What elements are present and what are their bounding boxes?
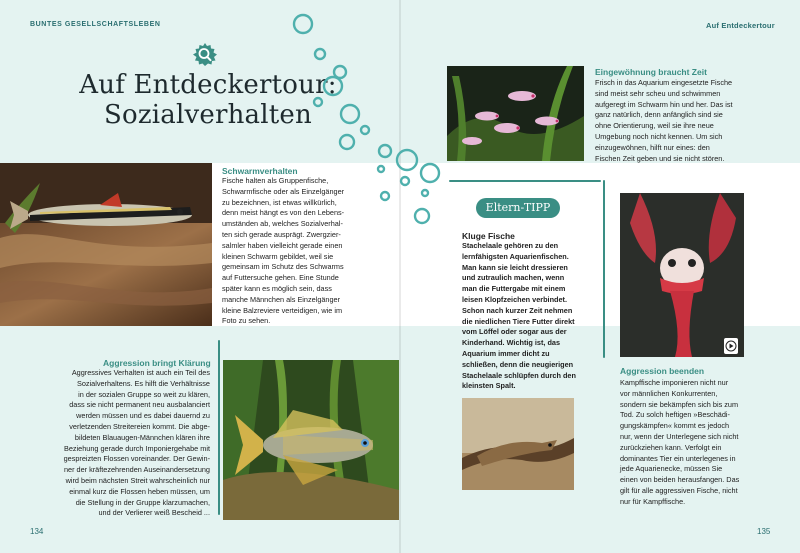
text-line: und zutraulich machen, wenn: [462, 273, 565, 283]
text-line: und der Verlierer weiß Bescheid ...: [98, 508, 210, 518]
text-line: Fischen Zeit geben und sie nicht stören.: [595, 153, 725, 163]
text-line: zurückziehen kann. Verfolgt ein: [620, 442, 722, 452]
text-line: dass sie nicht permanent neu ausbalanciert: [69, 400, 210, 410]
text-line: gespreizten Flossen voreinander. Der Gewin-: [63, 454, 210, 464]
text-line: Stachelaale gehören zu den: [462, 241, 559, 250]
text-line: schließen, denn die neugierigen: [462, 359, 574, 369]
section-text-schwarmverhalten: [222, 176, 392, 327]
tipp-frame-top: [449, 180, 601, 182]
running-head-left: BUNTES GESELLSCHAFTSLEBEN: [30, 21, 161, 28]
text-line: ohne Orientierung, weil sie ihre neue: [595, 121, 714, 131]
text-line: denn meist hängt es von den Lebens-: [222, 208, 345, 218]
text-line: kleine Balzreviere verteidigen, wie im: [222, 305, 343, 315]
text-line: später kann es möglich sein, dass: [222, 283, 332, 293]
text-line: ten sich gerade ausprägt. Zwergzier-: [222, 229, 341, 239]
title-line-1: Auf Entdeckertour:: [79, 70, 337, 100]
text-line: Sozialverhaltens. Es hilft die Verhältnisse: [76, 378, 210, 388]
text-line: ner der kräftezehrenden Auseinandersetzung: [63, 465, 210, 475]
text-line: ganz natürlich, denn anfänglich sind sie: [595, 110, 723, 120]
text-line: einmal kurz die Flossen heben müssen, um: [69, 486, 210, 496]
text-line: jede Aquarienecke, müssen Sie: [620, 464, 723, 474]
text-line: in der sozialen Gruppe so weit zu klären,: [78, 389, 210, 399]
text-line: man die Futtergabe mit einem: [462, 284, 566, 294]
section-text-eingewoehnung: [595, 78, 780, 164]
text-line: Foto zu sehen.: [222, 316, 271, 326]
text-line: werden müssen und es dabei dauernd zu: [76, 411, 210, 421]
text-line: Man kann sie leicht dressieren: [462, 262, 568, 272]
text-line: einzugewöhnen, hilft nur eines: den: [595, 142, 710, 152]
text-line: Kampffische imponieren nicht nur: [620, 378, 729, 387]
text-line: gemeinsam im Schutz des Schwarms: [222, 262, 344, 272]
photo-betta: [620, 193, 744, 357]
text-line: nur, wenn der Unterlegene sich nicht: [620, 431, 739, 441]
text-line: die niedlichen Tiere Futter direkt: [462, 316, 575, 326]
text-line: Kinderhand. Wichtig ist, das: [462, 338, 561, 348]
photo-blue-eyes: [223, 360, 399, 520]
text-line: sind meist sehr scheu und schwimmen: [595, 88, 721, 98]
section-heading-aggression: Aggression bringt Klärung: [103, 358, 211, 368]
text-line: sondern sie bekämpfen sich bis zum: [620, 399, 739, 409]
running-head-right: Auf Entdeckertour: [706, 21, 775, 30]
section-heading-aggression-beenden: Aggression beenden: [620, 366, 705, 376]
tipp-heading: Kluge Fische: [462, 231, 515, 241]
magnifier-icon: [192, 42, 218, 68]
title-line-2: Sozialverhalten: [104, 100, 312, 130]
text-line: Beziehung gerade durch Imponiergehabe mit: [63, 443, 210, 453]
play-icon: [725, 340, 737, 352]
section-text-aggression-beenden: [620, 378, 780, 508]
text-line: gungskämpfen« kommt es jedoch: [620, 421, 730, 431]
text-line: manche Männchen als Einzelgänger: [222, 294, 341, 304]
text-line: salmler haben vielleicht gerade einen: [222, 240, 343, 250]
text-line: umständen ab, welches Sozialverhal-: [222, 219, 343, 229]
text-line: Frisch in das Aquarium eingesetzte Fische: [595, 78, 733, 87]
page-number-right: 135: [757, 527, 771, 536]
text-line: Tod. Zu solch heftigen »Beschädi-: [620, 410, 730, 420]
text-line: aufgeregt im Schwarm hin und her. Das ist: [595, 99, 733, 109]
text-line: Schon nach kurzer Zeit nehmen: [462, 305, 573, 315]
text-line: verletzenden Streitereien kommt. Die abge-: [69, 421, 210, 431]
photo-spiny-eel: [462, 398, 574, 490]
text-line: einen von beiden herausfangen. Das: [620, 475, 740, 485]
text-line: kleinen Schwarm gebildet, weil sie: [222, 251, 334, 261]
text-line: vor männlichen Konkurrenten,: [620, 388, 718, 398]
photo-pencilfish: [0, 163, 212, 326]
text-line: Aggressives Verhalten ist auch ein Teil des: [71, 368, 210, 377]
text-line: dominantes Tier ein unterlegenes in: [620, 453, 736, 463]
text-line: zu bezeichnen, ist etwas willkürlich,: [222, 197, 337, 207]
text-line: Fische halten als Gruppenfische,: [222, 176, 329, 185]
text-line: leisen Klopfzeichen verbindet.: [462, 294, 568, 304]
text-line: nur für Kampffische.: [620, 496, 686, 506]
text-line: die Stellung in der Gruppe klarzumachen,: [75, 497, 210, 507]
photo-tetra-school: [447, 66, 584, 161]
section-heading-eingewoehnung: Eingewöhnung braucht Zeit: [595, 67, 707, 77]
text-line: Schwarmfische oder als Einzelgänger: [222, 186, 345, 196]
tipp-frame-right: [603, 180, 605, 358]
text-line: kleinsten Spalt.: [462, 381, 516, 391]
text-line: Stachelaale schlüpfen durch den: [462, 370, 576, 380]
text-line: gilt für alle aggressiven Fische, nicht: [620, 485, 738, 495]
section-heading-schwarmverhalten: Schwarmverhalten: [222, 166, 298, 176]
text-line: Umgebung noch nicht kennen. Um sich: [595, 131, 723, 141]
page-number-left: 134: [30, 527, 44, 536]
section-text-aggression: [20, 368, 210, 519]
accent-line: [218, 340, 220, 515]
text-line: wird beim nächsten Streit wahrscheinlich nur: [65, 475, 210, 485]
eltern-tipp-label: Eltern-TIPP: [476, 198, 560, 218]
text-line: bildeten Blauaugen-Männchen klären ihre: [74, 432, 210, 442]
text-line: Aquarium immer dicht zu: [462, 348, 550, 358]
text-line: vom Löffel oder sogar aus der: [462, 327, 567, 337]
text-line: auf Futtersuche gehen. Eine Stunde: [222, 273, 339, 283]
text-line: lernfähigsten Aquarienfischen.: [462, 251, 569, 261]
tipp-text: [462, 241, 602, 392]
